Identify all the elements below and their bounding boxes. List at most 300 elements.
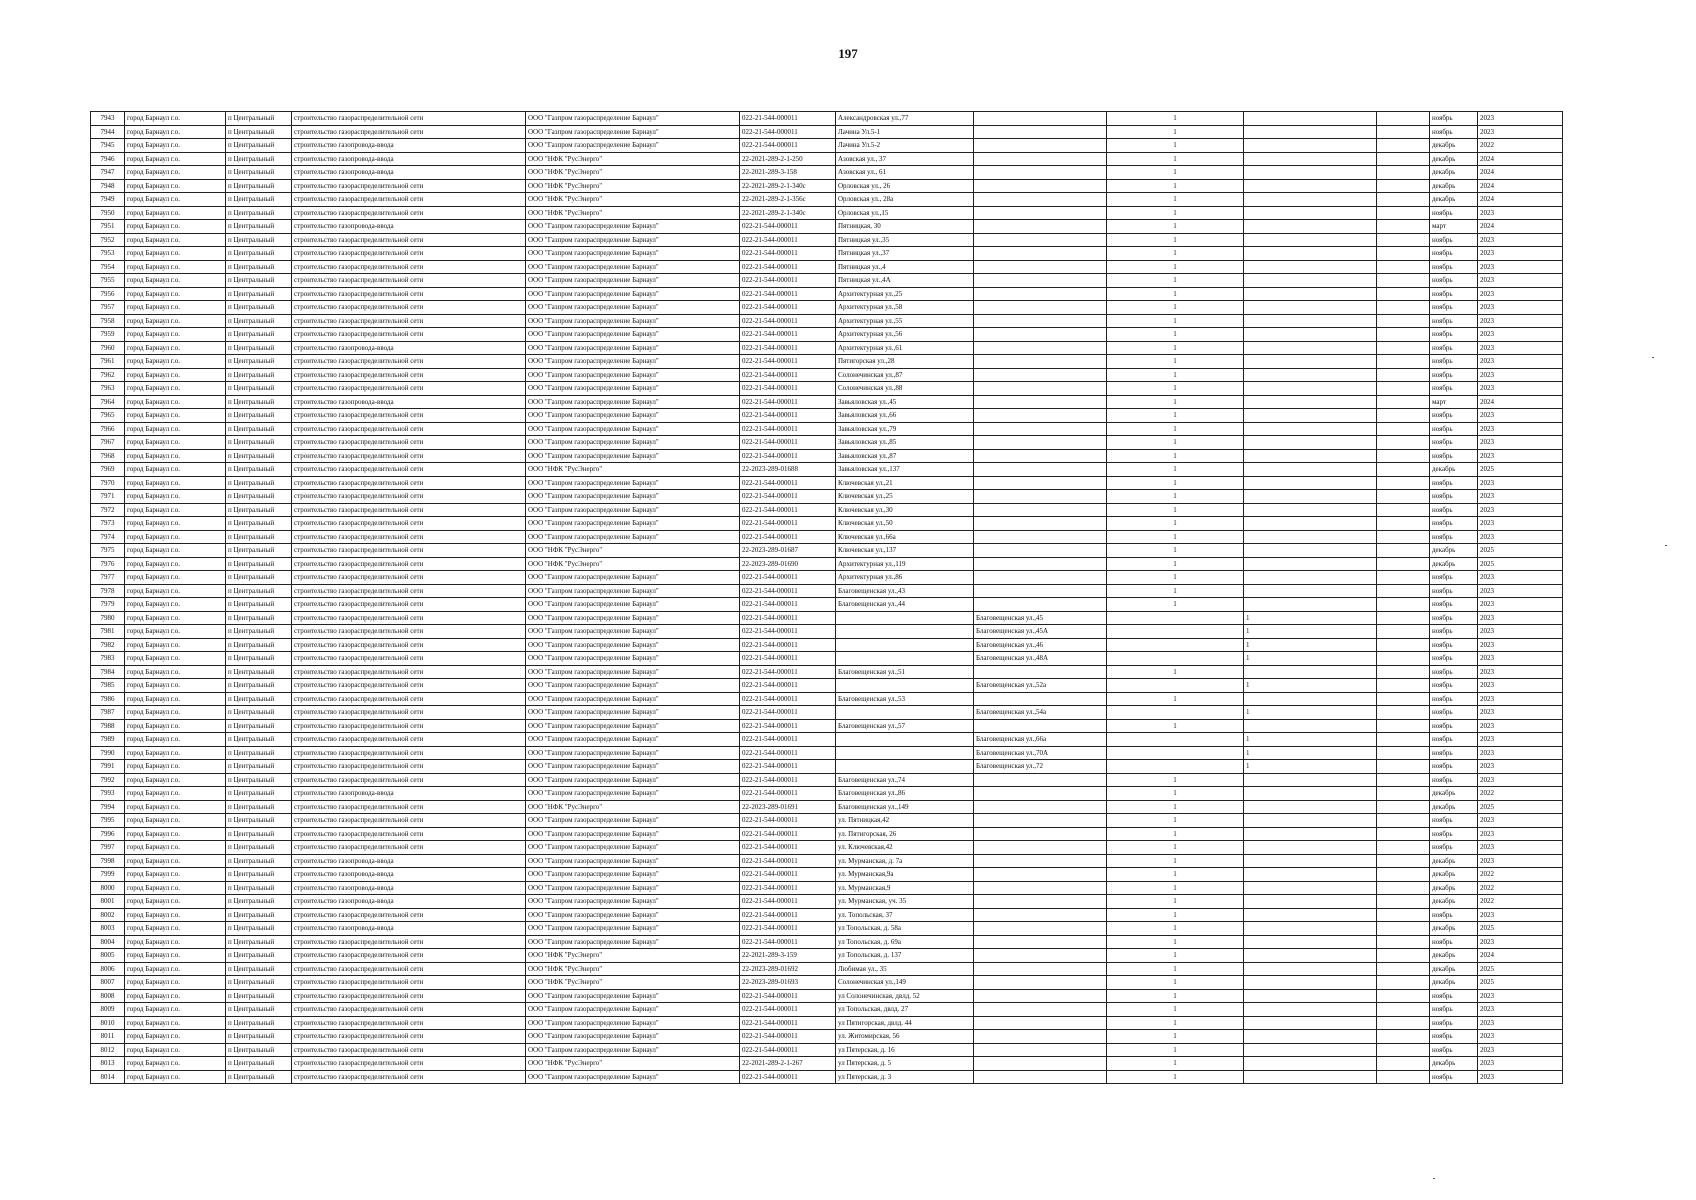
cell-address: ул. Мурманская, д. 7а <box>836 854 974 868</box>
cell-settlement: п Центральный <box>226 193 292 207</box>
cell-settlement: п Центральный <box>226 1070 292 1084</box>
table-row <box>91 409 1563 423</box>
cell-settlement: п Центральный <box>226 922 292 936</box>
cell-contract-number: 022-21-544-000011 <box>740 706 836 720</box>
cell-month: ноябрь <box>1430 409 1478 423</box>
cell-gap <box>1244 1043 1377 1057</box>
cell-gap <box>1244 841 1377 855</box>
cell-settlement: п Центральный <box>226 557 292 571</box>
cell-month: ноябрь <box>1430 665 1478 679</box>
cell-settlement: п Центральный <box>226 1003 292 1017</box>
cell-settlement: п Центральный <box>226 773 292 787</box>
table-row <box>91 274 1563 288</box>
cell-address: ул. Мурманская,9 <box>836 881 974 895</box>
cell-municipality: город Барнаул г.о. <box>125 935 226 949</box>
cell-gap <box>1244 206 1377 220</box>
cell-gap <box>1244 719 1377 733</box>
cell-row-number: 7971 <box>91 490 125 504</box>
cell-municipality: город Барнаул г.о. <box>125 1016 226 1030</box>
cell-gap <box>1244 571 1377 585</box>
cell-work-type: строительство газораспределительной сети <box>292 814 526 828</box>
cell-quantity: 1 <box>1107 152 1244 166</box>
cell-address-alt <box>974 260 1107 274</box>
cell-municipality: город Барнаул г.о. <box>125 112 226 126</box>
cell-row-number: 7953 <box>91 247 125 261</box>
cell-organization: ООО "Газпром газораспределение Барнаул" <box>526 868 740 882</box>
cell-year: 2023 <box>1478 1016 1563 1030</box>
cell-work-type: строительство газораспределительной сети <box>292 436 526 450</box>
cell-gap <box>1244 503 1377 517</box>
cell-address: Завьяловская ул.,87 <box>836 449 974 463</box>
cell-row-number: 7955 <box>91 274 125 288</box>
cell-organization: ООО "Газпром газораспределение Барнаул" <box>526 490 740 504</box>
cell-year: 2023 <box>1478 625 1563 639</box>
cell-row-number: 8004 <box>91 935 125 949</box>
cell-municipality: город Барнаул г.о. <box>125 382 226 396</box>
cell-row-number: 7990 <box>91 746 125 760</box>
table-row <box>91 935 1563 949</box>
cell-address: ул. Мурманская,9а <box>836 868 974 882</box>
cell-organization: ООО "НФК "РусЭнерго" <box>526 544 740 558</box>
cell-address <box>836 733 974 747</box>
cell-quantity: 1 <box>1107 976 1244 990</box>
cell-gap <box>1244 854 1377 868</box>
cell-address-alt <box>974 1043 1107 1057</box>
table-row <box>91 827 1563 841</box>
cell-municipality: город Барнаул г.о. <box>125 989 226 1003</box>
table-row <box>91 503 1563 517</box>
cell-municipality: город Барнаул г.о. <box>125 706 226 720</box>
cell-quantity-alt <box>1377 706 1430 720</box>
cell-organization: ООО "НФК "РусЭнерго" <box>526 949 740 963</box>
cell-quantity-alt <box>1377 733 1430 747</box>
cell-address: Архитектурная ул.,56 <box>836 328 974 342</box>
cell-settlement: п Центральный <box>226 719 292 733</box>
cell-month: ноябрь <box>1430 692 1478 706</box>
cell-quantity-alt <box>1377 571 1430 585</box>
cell-settlement: п Центральный <box>226 233 292 247</box>
cell-settlement: п Центральный <box>226 247 292 261</box>
cell-work-type: строительство газораспределительной сети <box>292 463 526 477</box>
cell-gap: 1 <box>1244 625 1377 639</box>
cell-quantity: 1 <box>1107 463 1244 477</box>
cell-row-number: 8012 <box>91 1043 125 1057</box>
cell-year: 2023 <box>1478 989 1563 1003</box>
cell-row-number: 7960 <box>91 341 125 355</box>
cell-address-alt <box>974 1016 1107 1030</box>
cell-gap <box>1244 139 1377 153</box>
cell-organization: ООО "Газпром газораспределение Барнаул" <box>526 341 740 355</box>
cell-municipality: город Барнаул г.о. <box>125 260 226 274</box>
cell-quantity: 1 <box>1107 584 1244 598</box>
table-row <box>91 463 1563 477</box>
table-row <box>91 1057 1563 1071</box>
cell-contract-number: 022-21-544-000011 <box>740 1016 836 1030</box>
cell-contract-number: 022-21-544-000011 <box>740 449 836 463</box>
cell-address-alt: Благовещенская ул.,45А <box>974 625 1107 639</box>
cell-year: 2024 <box>1478 152 1563 166</box>
cell-quantity: 1 <box>1107 517 1244 531</box>
cell-address-alt <box>974 274 1107 288</box>
cell-quantity-alt <box>1377 314 1430 328</box>
cell-address-alt <box>974 1030 1107 1044</box>
cell-row-number: 7993 <box>91 787 125 801</box>
table-row <box>91 773 1563 787</box>
table-row <box>91 895 1563 909</box>
cell-year: 2024 <box>1478 193 1563 207</box>
cell-gap <box>1244 436 1377 450</box>
cell-year: 2023 <box>1478 260 1563 274</box>
table-row <box>91 260 1563 274</box>
table-row <box>91 800 1563 814</box>
cell-municipality: город Барнаул г.о. <box>125 139 226 153</box>
cell-gap <box>1244 220 1377 234</box>
cell-gap <box>1244 827 1377 841</box>
cell-work-type: строительство газораспределительной сети <box>292 1003 526 1017</box>
cell-year: 2023 <box>1478 1003 1563 1017</box>
cell-row-number: 8009 <box>91 1003 125 1017</box>
cell-quantity-alt <box>1377 976 1430 990</box>
cell-quantity: 1 <box>1107 598 1244 612</box>
cell-address: Пятницкая ул.,4 <box>836 260 974 274</box>
cell-gap <box>1244 922 1377 936</box>
cell-quantity-alt <box>1377 719 1430 733</box>
cell-month: ноябрь <box>1430 814 1478 828</box>
cell-quantity: 1 <box>1107 476 1244 490</box>
cell-work-type: строительство газораспределительной сети <box>292 935 526 949</box>
cell-gap <box>1244 598 1377 612</box>
cell-quantity: 1 <box>1107 1070 1244 1084</box>
table-row <box>91 247 1563 261</box>
cell-address: Солонечинская ул.,88 <box>836 382 974 396</box>
cell-contract-number: 022-21-544-000011 <box>740 908 836 922</box>
cell-row-number: 7982 <box>91 638 125 652</box>
cell-quantity-alt <box>1377 166 1430 180</box>
cell-address-alt <box>974 571 1107 585</box>
cell-quantity: 1 <box>1107 395 1244 409</box>
cell-quantity-alt <box>1377 584 1430 598</box>
cell-work-type: строительство газопровода-ввода <box>292 868 526 882</box>
cell-month: ноябрь <box>1430 503 1478 517</box>
cell-organization: ООО "Газпром газораспределение Барнаул" <box>526 1070 740 1084</box>
cell-row-number: 7967 <box>91 436 125 450</box>
cell-contract-number: 022-21-544-000011 <box>740 854 836 868</box>
cell-work-type: строительство газораспределительной сети <box>292 719 526 733</box>
cell-work-type: строительство газораспределительной сети <box>292 544 526 558</box>
table-row <box>91 422 1563 436</box>
cell-organization: ООО "Газпром газораспределение Барнаул" <box>526 827 740 841</box>
cell-organization: ООО "Газпром газораспределение Барнаул" <box>526 409 740 423</box>
cell-month: ноябрь <box>1430 1070 1478 1084</box>
cell-address <box>836 706 974 720</box>
cell-organization: ООО "Газпром газораспределение Барнаул" <box>526 233 740 247</box>
cell-settlement: п Центральный <box>226 638 292 652</box>
cell-contract-number: 022-21-544-000011 <box>740 287 836 301</box>
cell-quantity-alt <box>1377 908 1430 922</box>
cell-gap: 1 <box>1244 611 1377 625</box>
cell-work-type: строительство газопровода-ввода <box>292 787 526 801</box>
cell-row-number: 7975 <box>91 544 125 558</box>
cell-row-number: 8008 <box>91 989 125 1003</box>
cell-organization: ООО "Газпром газораспределение Барнаул" <box>526 854 740 868</box>
cell-municipality: город Барнаул г.о. <box>125 827 226 841</box>
cell-quantity: 1 <box>1107 1057 1244 1071</box>
cell-address: ул Пятерская, д. 3 <box>836 1070 974 1084</box>
cell-year: 2024 <box>1478 179 1563 193</box>
cell-year: 2023 <box>1478 476 1563 490</box>
cell-work-type: строительство газораспределительной сети <box>292 247 526 261</box>
cell-address: Архитектурная ул.,55 <box>836 314 974 328</box>
cell-gap <box>1244 476 1377 490</box>
cell-work-type: строительство газораспределительной сети <box>292 760 526 774</box>
table-row <box>91 233 1563 247</box>
cell-organization: ООО "Газпром газораспределение Барнаул" <box>526 220 740 234</box>
cell-address <box>836 652 974 666</box>
cell-year: 2023 <box>1478 571 1563 585</box>
cell-gap <box>1244 247 1377 261</box>
cell-address: Ключевская ул.,25 <box>836 490 974 504</box>
cell-quantity-alt <box>1377 949 1430 963</box>
cell-quantity: 1 <box>1107 247 1244 261</box>
cell-quantity <box>1107 679 1244 693</box>
cell-month: ноябрь <box>1430 827 1478 841</box>
cell-address: ул. Ключевская,42 <box>836 841 974 855</box>
cell-contract-number: 022-21-544-000011 <box>740 868 836 882</box>
cell-row-number: 7987 <box>91 706 125 720</box>
cell-organization: ООО "Газпром газораспределение Барнаул" <box>526 665 740 679</box>
cell-month: ноябрь <box>1430 571 1478 585</box>
cell-row-number: 7944 <box>91 125 125 139</box>
cell-address-alt <box>974 368 1107 382</box>
table-row <box>91 544 1563 558</box>
cell-month: ноябрь <box>1430 584 1478 598</box>
cell-address-alt <box>974 922 1107 936</box>
cell-settlement: п Центральный <box>226 989 292 1003</box>
cell-municipality: город Барнаул г.о. <box>125 449 226 463</box>
cell-gap <box>1244 800 1377 814</box>
cell-year: 2023 <box>1478 1057 1563 1071</box>
cell-work-type: строительство газораспределительной сети <box>292 301 526 315</box>
cell-organization: ООО "Газпром газораспределение Барнаул" <box>526 895 740 909</box>
cell-quantity-alt <box>1377 881 1430 895</box>
cell-gap <box>1244 665 1377 679</box>
cell-year: 2022 <box>1478 868 1563 882</box>
cell-municipality: город Барнаул г.о. <box>125 409 226 423</box>
cell-quantity-alt <box>1377 1003 1430 1017</box>
cell-row-number: 7978 <box>91 584 125 598</box>
cell-year: 2023 <box>1478 841 1563 855</box>
cell-contract-number: 022-21-544-000011 <box>740 409 836 423</box>
cell-address-alt <box>974 881 1107 895</box>
cell-quantity-alt <box>1377 1016 1430 1030</box>
cell-quantity-alt <box>1377 436 1430 450</box>
cell-address: ул. Пятигорская, 26 <box>836 827 974 841</box>
cell-address: Завьяловская ул.,66 <box>836 409 974 423</box>
cell-settlement: п Центральный <box>226 571 292 585</box>
cell-row-number: 7984 <box>91 665 125 679</box>
cell-settlement: п Центральный <box>226 409 292 423</box>
cell-address-alt <box>974 490 1107 504</box>
cell-month: декабрь <box>1430 922 1478 936</box>
cell-work-type: строительство газораспределительной сети <box>292 530 526 544</box>
cell-quantity: 1 <box>1107 544 1244 558</box>
table-row <box>91 341 1563 355</box>
cell-work-type: строительство газораспределительной сети <box>292 490 526 504</box>
cell-address: ул. Житомирская, 56 <box>836 1030 974 1044</box>
cell-year: 2023 <box>1478 814 1563 828</box>
cell-year: 2023 <box>1478 449 1563 463</box>
cell-gap <box>1244 301 1377 315</box>
cell-year: 2023 <box>1478 598 1563 612</box>
cell-address: Благовещенская ул.,57 <box>836 719 974 733</box>
cell-address-alt: Благовещенская ул.,48А <box>974 652 1107 666</box>
cell-month: ноябрь <box>1430 1030 1478 1044</box>
table-row <box>91 881 1563 895</box>
cell-settlement: п Центральный <box>226 908 292 922</box>
cell-settlement: п Центральный <box>226 962 292 976</box>
cell-quantity-alt <box>1377 179 1430 193</box>
cell-contract-number: 22-2021-289-2-1-356с <box>740 193 836 207</box>
cell-contract-number: 22-2021-289-3-158 <box>740 166 836 180</box>
cell-address <box>836 760 974 774</box>
table-row <box>91 301 1563 315</box>
cell-quantity: 1 <box>1107 382 1244 396</box>
table-row <box>91 962 1563 976</box>
table-row <box>91 922 1563 936</box>
cell-work-type: строительство газораспределительной сети <box>292 976 526 990</box>
cell-quantity: 1 <box>1107 422 1244 436</box>
cell-gap <box>1244 1057 1377 1071</box>
cell-quantity: 1 <box>1107 166 1244 180</box>
cell-address-alt <box>974 112 1107 126</box>
cell-quantity: 1 <box>1107 368 1244 382</box>
cell-address-alt <box>974 773 1107 787</box>
cell-organization: ООО "Газпром газораспределение Барнаул" <box>526 733 740 747</box>
table-row <box>91 382 1563 396</box>
cell-quantity-alt <box>1377 989 1430 1003</box>
cell-address-alt <box>974 301 1107 315</box>
cell-month: декабрь <box>1430 544 1478 558</box>
cell-gap <box>1244 1016 1377 1030</box>
cell-contract-number: 22-2021-289-2-1-340с <box>740 179 836 193</box>
cell-work-type: строительство газораспределительной сети <box>292 179 526 193</box>
cell-municipality: город Барнаул г.о. <box>125 422 226 436</box>
cell-municipality: город Барнаул г.о. <box>125 328 226 342</box>
table-row <box>91 625 1563 639</box>
cell-address-alt <box>974 233 1107 247</box>
cell-contract-number: 22-2021-289-2-1-340с <box>740 206 836 220</box>
cell-row-number: 7958 <box>91 314 125 328</box>
cell-organization: ООО "НФК "РусЭнерго" <box>526 962 740 976</box>
cell-work-type: строительство газораспределительной сети <box>292 193 526 207</box>
cell-organization: ООО "Газпром газораспределение Барнаул" <box>526 692 740 706</box>
cell-month: ноябрь <box>1430 679 1478 693</box>
cell-quantity: 1 <box>1107 260 1244 274</box>
cell-quantity: 1 <box>1107 962 1244 976</box>
cell-settlement: п Центральный <box>226 463 292 477</box>
cell-quantity-alt <box>1377 787 1430 801</box>
cell-quantity: 1 <box>1107 719 1244 733</box>
cell-address-alt <box>974 598 1107 612</box>
cell-address: Благовещенская ул.,86 <box>836 787 974 801</box>
cell-gap <box>1244 557 1377 571</box>
cell-gap <box>1244 179 1377 193</box>
cell-municipality: город Барнаул г.о. <box>125 247 226 261</box>
cell-municipality: город Барнаул г.о. <box>125 895 226 909</box>
cell-row-number: 7986 <box>91 692 125 706</box>
table-row <box>91 868 1563 882</box>
cell-month: декабрь <box>1430 976 1478 990</box>
cell-address-alt <box>974 152 1107 166</box>
cell-quantity: 1 <box>1107 989 1244 1003</box>
cell-year: 2023 <box>1478 314 1563 328</box>
scan-speck <box>1433 1178 1435 1179</box>
cell-quantity-alt <box>1377 598 1430 612</box>
cell-settlement: п Центральный <box>226 125 292 139</box>
cell-contract-number: 022-21-544-000011 <box>740 895 836 909</box>
cell-contract-number: 22-2023-289-01690 <box>740 557 836 571</box>
cell-gap: 1 <box>1244 679 1377 693</box>
cell-year: 2022 <box>1478 881 1563 895</box>
cell-quantity-alt <box>1377 746 1430 760</box>
cell-year: 2025 <box>1478 544 1563 558</box>
cell-quantity: 1 <box>1107 314 1244 328</box>
cell-settlement: п Центральный <box>226 368 292 382</box>
cell-month: ноябрь <box>1430 449 1478 463</box>
cell-contract-number: 022-21-544-000011 <box>740 935 836 949</box>
cell-quantity-alt <box>1377 638 1430 652</box>
cell-contract-number: 022-21-544-000011 <box>740 989 836 1003</box>
cell-work-type: строительство газопровода-ввода <box>292 881 526 895</box>
cell-organization: ООО "Газпром газораспределение Барнаул" <box>526 760 740 774</box>
cell-municipality: город Барнаул г.о. <box>125 854 226 868</box>
cell-row-number: 7952 <box>91 233 125 247</box>
cell-row-number: 7980 <box>91 611 125 625</box>
cell-year: 2023 <box>1478 611 1563 625</box>
cell-settlement: п Центральный <box>226 166 292 180</box>
cell-address-alt <box>974 139 1107 153</box>
cell-municipality: город Барнаул г.о. <box>125 530 226 544</box>
cell-address-alt <box>974 692 1107 706</box>
cell-row-number: 7994 <box>91 800 125 814</box>
cell-settlement: п Центральный <box>226 206 292 220</box>
cell-municipality: город Барнаул г.о. <box>125 503 226 517</box>
cell-contract-number: 22-2021-289-2-1-267 <box>740 1057 836 1071</box>
cell-settlement: п Центральный <box>226 517 292 531</box>
cell-address <box>836 625 974 639</box>
cell-contract-number: 022-21-544-000011 <box>740 733 836 747</box>
cell-quantity: 1 <box>1107 557 1244 571</box>
cell-work-type: строительство газораспределительной сети <box>292 1016 526 1030</box>
cell-address: Архитектурная ул.,61 <box>836 341 974 355</box>
cell-month: ноябрь <box>1430 260 1478 274</box>
cell-municipality: город Барнаул г.о. <box>125 719 226 733</box>
cell-gap <box>1244 409 1377 423</box>
cell-organization: ООО "Газпром газораспределение Барнаул" <box>526 530 740 544</box>
cell-gap <box>1244 692 1377 706</box>
cell-contract-number: 022-21-544-000011 <box>740 1030 836 1044</box>
cell-row-number: 8014 <box>91 1070 125 1084</box>
cell-address: Пятницкая, 30 <box>836 220 974 234</box>
cell-contract-number: 22-2021-289-3-159 <box>740 949 836 963</box>
cell-row-number: 7945 <box>91 139 125 153</box>
cell-row-number: 7959 <box>91 328 125 342</box>
cell-work-type: строительство газораспределительной сети <box>292 355 526 369</box>
cell-address-alt <box>974 314 1107 328</box>
cell-contract-number: 022-21-544-000011 <box>740 787 836 801</box>
cell-address: Александровская ул.,77 <box>836 112 974 126</box>
cell-month: ноябрь <box>1430 989 1478 1003</box>
